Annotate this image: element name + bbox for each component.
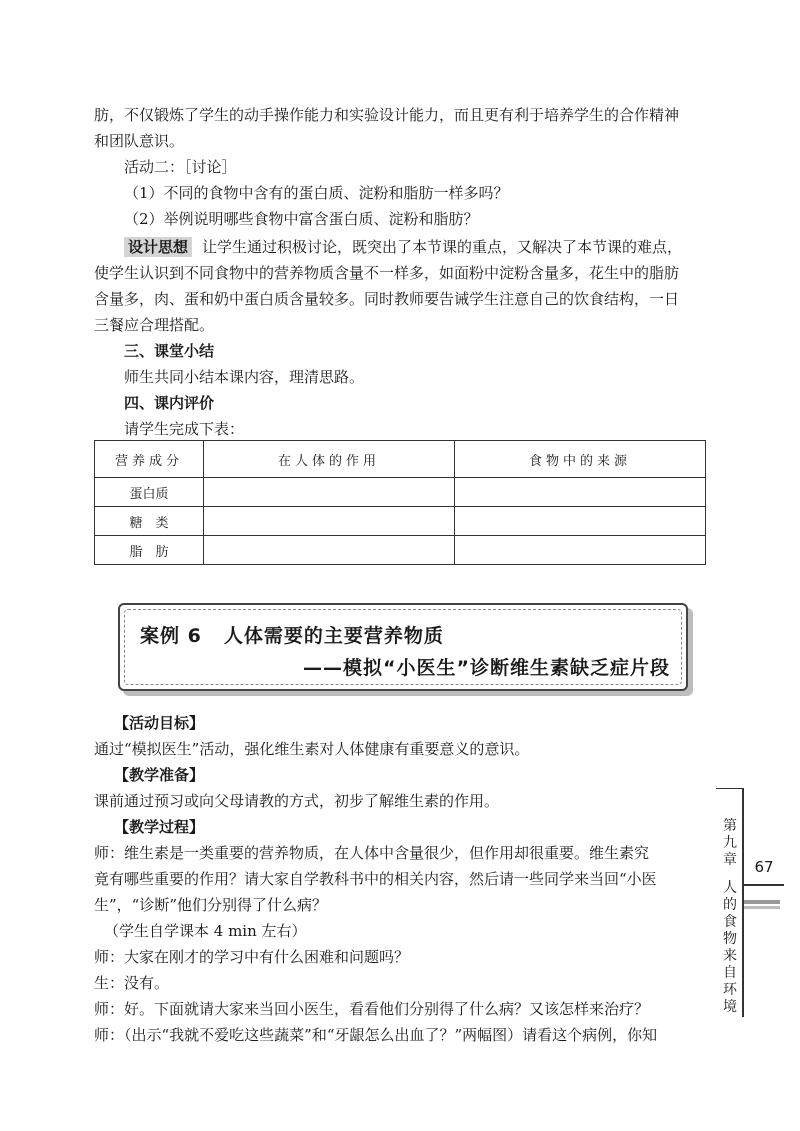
process-line: （学生自学课本 4 min 左右） (104, 922, 307, 940)
page-number: 67 (744, 858, 784, 886)
activity-heading: 活动二：［讨论］ (124, 158, 237, 176)
question-1: （1）不同的食物中含有的蛋白质、淀粉和脂肪一样多吗？ (124, 184, 509, 202)
design-line: 使学生认识到不同食物中的营养物质含量不一样多，如面粉中淀粉含量多，花生中的脂肪 (94, 264, 680, 282)
process-line: 师：维生素是一类重要的营养物质，在人体中含量很少，但作用却很重要。维生素究 (94, 844, 650, 862)
prep-heading: 【教学准备】 (114, 766, 205, 784)
question-2: （2）举例说明哪些食物中富含蛋白质、淀粉和脂肪？ (124, 210, 479, 228)
table-cell[interactable] (204, 536, 455, 565)
design-tag: 设计思想 (124, 237, 192, 257)
process-heading: 【教学过程】 (114, 818, 205, 836)
goal-text: 通过“模拟医生”活动，强化维生素对人体健康有重要意义的意识。 (94, 740, 530, 758)
table-row (95, 507, 706, 536)
table-cell[interactable] (204, 507, 455, 536)
design-line (124, 236, 682, 258)
design-line: 含量多，肉、蛋和奶中蛋白质含量较多。同时教师要告诫学生注意自己的饮食结构，一日 (94, 290, 680, 308)
decorative-bar (744, 906, 780, 909)
process-line: 师：好。下面就请大家来当回小医生，看看他们分别得了什么病？又该怎样来治疗？ (94, 1000, 650, 1018)
table-cell[interactable] (455, 536, 706, 565)
table-header-row (95, 441, 706, 478)
case-title-text: 人体需要的主要营养物质 (223, 625, 444, 647)
case-number: 案例 6 (140, 625, 202, 647)
design-text: 让学生通过积极讨论，既突出了本节课的重点，又解决了本节课的难点， (202, 238, 683, 256)
case-subtitle: ——模拟“小医生”诊断维生素缺乏症片段 (303, 657, 670, 679)
process-line: 竟有哪些重要的作用？请大家自学教科书中的相关内容，然后请一些同学来当回“小医 (94, 870, 657, 888)
paragraph-line: 和团队意识。 (94, 132, 185, 150)
row-label: 糖 类 (95, 507, 204, 536)
case-title-box (118, 603, 688, 691)
column-header: 在人体的作用 (204, 441, 455, 478)
prep-text: 课前通过预习或向父母请教的方式，初步了解维生素的作用。 (94, 792, 500, 810)
column-header: 食物中的来源 (455, 441, 706, 478)
process-line: 生：没有。 (94, 974, 170, 992)
row-label: 脂 肪 (95, 536, 204, 565)
case-title (140, 621, 444, 648)
row-label: 蛋白质 (95, 478, 204, 507)
table-cell[interactable] (455, 478, 706, 507)
evaluation-text: 请学生完成下表： (124, 420, 245, 438)
table-cell[interactable] (455, 507, 706, 536)
table-cell[interactable] (204, 478, 455, 507)
chapter-label: 第九章 (723, 818, 737, 868)
process-line: 师：大家在刚才的学习中有什么困难和问题吗？ (94, 948, 410, 966)
process-line: 师：（出示“我就不爱吃这些蔬菜”和“牙龈怎么出血了？”两幅图）请看这个病例，你知 (94, 1026, 658, 1044)
chapter-subject: 人的食物来自环境 (723, 880, 737, 1015)
nutrition-table (94, 440, 706, 565)
table-row (95, 478, 706, 507)
column-header: 营养成分 (95, 441, 204, 478)
summary-text: 师生共同小结本课内容，理清思路。 (124, 368, 365, 386)
decorative-bar (744, 900, 780, 904)
process-line: 生”，“诊断”他们分别得了什么病？ (94, 896, 328, 914)
paragraph-line: 肪，不仅锻炼了学生的动手操作能力和实验设计能力，而且更有利于培养学生的合作精神 (94, 106, 680, 124)
summary-heading: 三、课堂小结 (124, 342, 215, 360)
evaluation-heading: 四、课内评价 (124, 394, 215, 412)
design-line: 三餐应合理搭配。 (94, 316, 215, 334)
goal-heading: 【活动目标】 (114, 714, 205, 732)
table-row (95, 536, 706, 565)
